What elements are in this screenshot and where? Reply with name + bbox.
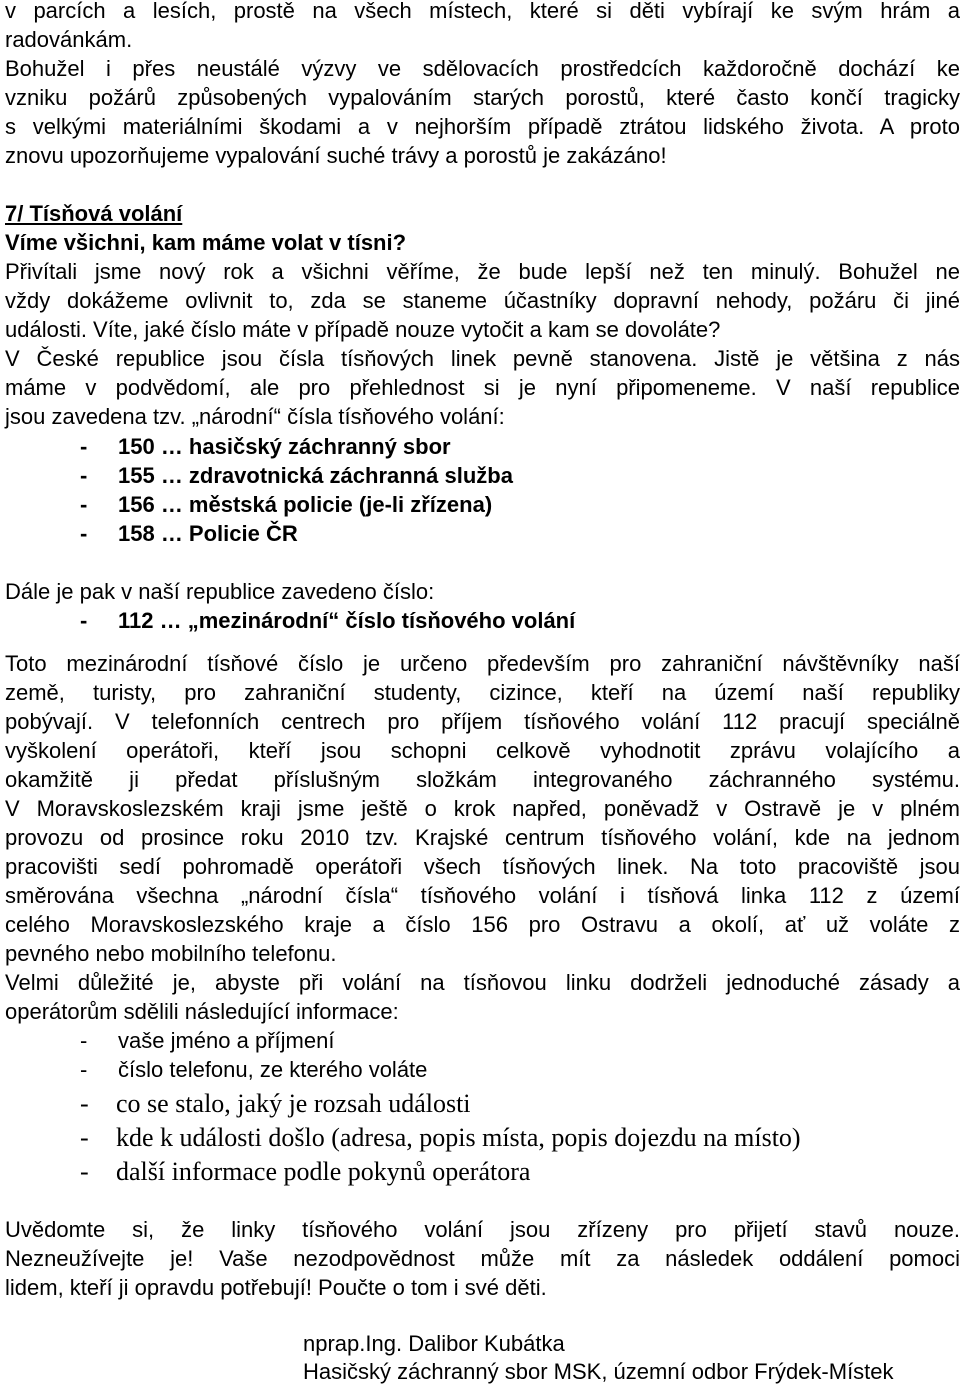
signature-name: nprap.Ing. Dalibor Kubátka xyxy=(303,1331,565,1356)
list-item xyxy=(80,461,513,490)
list-item-text: 150 … hasičský záchranný sbor xyxy=(118,434,451,459)
list-dash: - xyxy=(80,1028,88,1053)
list-item-text: 155 … zdravotnická záchranná služba xyxy=(118,463,513,488)
text-line: okamžitě ji předat příslušným složkám integrovaného záchranného systému. xyxy=(5,767,960,792)
text-line: země, turisty, pro zahraniční studenty, cizince, kteří na území naší republiky xyxy=(5,680,960,705)
text-line: operátorům sdělili následující informace: xyxy=(5,999,399,1024)
list-dash: - xyxy=(80,1089,89,1118)
text-line: provozu od prosince roku 2010 tzv. Krajské centrum tísňového volání, kde na jednom xyxy=(5,825,960,850)
list-item xyxy=(80,519,298,548)
list-item xyxy=(80,1026,334,1055)
text-line: pobývají. V telefonních centrech pro příjem tísňového volání 112 pracují speciálně xyxy=(5,709,960,734)
list-item xyxy=(80,432,451,461)
list-item-text: číslo telefonu, ze kterého voláte xyxy=(118,1057,428,1082)
text-line: Nezneužívejte je! Vaše nezodpovědnost může mít za následek oddálení pomoci xyxy=(5,1246,960,1271)
text-line: jsou zavedena tzv. „národní“ čísla tísňového volání: xyxy=(5,404,505,429)
text-line: události. Víte, jaké číslo máte v případě nouze vytočit a kam se dovoláte? xyxy=(5,317,721,342)
list-item xyxy=(80,490,492,519)
list-item-text: co se stalo, jaký je rozsah události xyxy=(116,1089,471,1118)
text-line: vždy dokážeme ovlivnit to, zda se staneme účastníky dopravní nehody, požáru či jiné xyxy=(5,288,960,313)
text-line: celého Moravskoslezského kraje a číslo 156 pro Ostravu a okolí, ať už voláte z xyxy=(5,912,960,937)
list-item-text: 158 … Policie ČR xyxy=(118,521,298,546)
list-item-text: kde k události došlo (adresa, popis místa, popis dojezdu na místo) xyxy=(116,1123,801,1152)
section-heading: 7/ Tísňová volání xyxy=(5,201,183,226)
list-item xyxy=(80,606,575,635)
list-dash: - xyxy=(80,1057,88,1082)
text-line: v parcích a lesích, prostě na všech místech, které si děti vybírají ke svým hrám a xyxy=(5,0,960,23)
signature-org: Hasičský záchranný sbor MSK, územní odbor Frýdek-Místek xyxy=(303,1359,894,1384)
list-dash: - xyxy=(80,434,88,459)
text-line: vyškolení operátoři, kteří jsou schopni celkově vyhodnotit zprávu volajícího a xyxy=(5,738,960,763)
list-item xyxy=(80,1087,471,1121)
text-line: V České republice jsou čísla tísňových linek pevně stanovena. Jistě je většina z nás xyxy=(5,346,960,371)
text-line: pevného nebo mobilního telefonu. xyxy=(5,941,337,966)
text-line: Přivítali jsme nový rok a všichni věříme, že bude lepší než ten minulý. Bohužel ne xyxy=(5,259,960,284)
text-line: pracovišti sedí pohromadě operátoři všech tísňových linek. Na toto pracoviště jsou xyxy=(5,854,960,879)
list-dash: - xyxy=(80,463,88,488)
text-line: V Moravskoslezském kraji jsme ještě o krok napřed, poněvadž v Ostravě je v plném xyxy=(5,796,960,821)
list-dash: - xyxy=(80,521,88,546)
text-line: směrována všechna „národní čísla“ tísňového volání i tísňová linka 112 z území xyxy=(5,883,960,908)
list-dash: - xyxy=(80,1157,89,1186)
list-item-text: 156 … městská policie (je-li zřízena) xyxy=(118,492,493,517)
text-line: Dále je pak v naší republice zavedeno číslo: xyxy=(5,579,435,604)
text-line: s velkými materiálními škodami a v nejhorším případě ztrátou lidského života. A proto xyxy=(5,114,960,139)
list-dash: - xyxy=(80,492,88,517)
text-line: znovu upozorňujeme vypalování suché trávy a porostů je zakázáno! xyxy=(5,143,667,168)
text-line: Uvědomte si, že linky tísňového volání jsou zřízeny pro přijetí stavů nouze. xyxy=(5,1217,960,1242)
text-line: Bohužel i přes neustálé výzvy ve sdělovacích prostředcích každoročně dochází ke xyxy=(5,56,960,81)
text-line: lidem, kteří ji opravdu potřebují! Poučte o tom i své děti. xyxy=(5,1275,547,1300)
text-line: radovánkám. xyxy=(5,27,133,52)
list-item xyxy=(80,1121,801,1155)
section-subheading: Víme všichni, kam máme volat v tísni? xyxy=(5,230,407,255)
list-dash: - xyxy=(80,608,88,633)
text-line: vzniku požárů způsobených vypalováním starých porostů, které často končí tragicky xyxy=(5,85,960,110)
list-item-text: další informace podle pokynů operátora xyxy=(116,1157,531,1186)
list-item xyxy=(80,1155,530,1189)
text-line: máme v podvědomí, ale pro přehlednost si je nyní připomeneme. V naší republice xyxy=(5,375,960,400)
list-dash: - xyxy=(80,1123,89,1152)
list-item-text: vaše jméno a příjmení xyxy=(118,1028,335,1053)
list-item-text: 112 … „mezinárodní“ číslo tísňového volání xyxy=(118,608,576,633)
list-item xyxy=(80,1055,427,1084)
text-line: Toto mezinárodní tísňové číslo je určeno především pro zahraniční návštěvníky naší xyxy=(5,651,960,676)
text-line: Velmi důležité je, abyste při volání na tísňovou linku dodrželi jednoduché zásady a xyxy=(5,970,960,995)
